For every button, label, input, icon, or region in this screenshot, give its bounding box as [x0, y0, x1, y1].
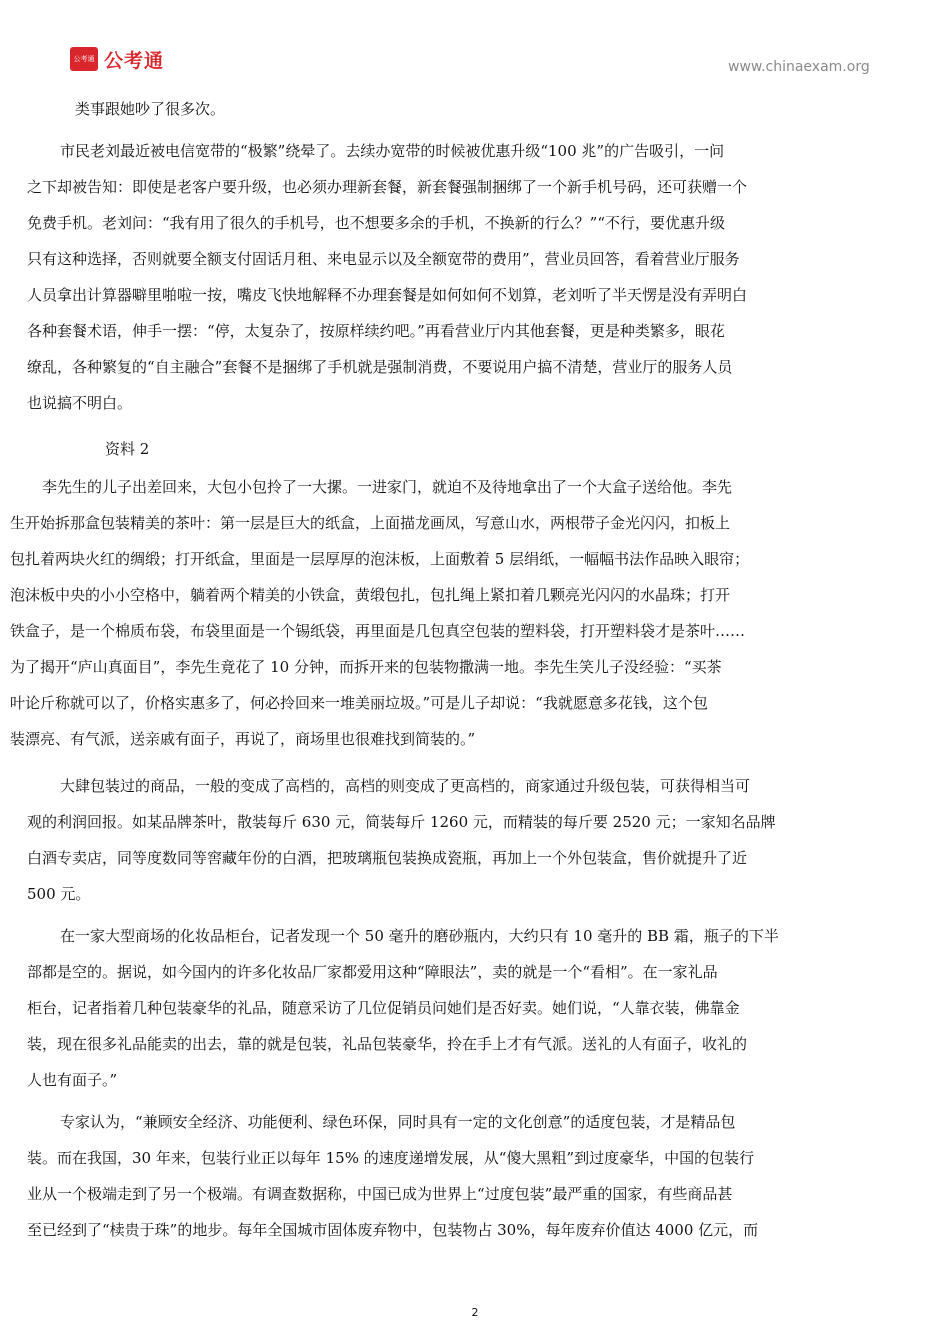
text-line: 缭乱，各种繁复的“自主融合”套餐不是捆绑了手机就是强制消费，不要说用户搞不清楚，营业厅的服务人员 — [27, 358, 733, 376]
text-line: 柜台，记者指着几种包装豪华的礼品，随意采访了几位促销员问她们是否好卖。她们说，“人靠衣装，佛靠金 — [27, 999, 740, 1017]
text-line: 类事跟她吵了很多次。 — [75, 100, 226, 118]
text-line: 之下却被告知：即使是老客户要升级，也必须办理新套餐，新套餐强制捆绑了一个新手机号码，还可获赠一个 — [27, 178, 748, 196]
text-line: 铁盒子，是一个棉质布袋，布袋里面是一个锡纸袋，再里面是几包真空包装的塑料袋，打开塑料袋才是茶叶…… — [10, 622, 746, 640]
logo — [70, 45, 164, 73]
section-heading: 资料 2 — [105, 440, 150, 458]
text-line: 专家认为，“兼顾安全经济、功能便利、绿色环保，同时具有一定的文化创意”的适度包装，才是精品包 — [60, 1113, 736, 1131]
text-line: 为了揭开“庐山真面目”，李先生竟花了 10 分钟，而拆开来的包装物撒满一地。李先生笑儿子没经验：“买茶 — [10, 658, 722, 676]
text-line: 市民老刘最近被电信宽带的“极繁”绕晕了。去续办宽带的时候被优惠升级“100 兆”的广告吸引，一问 — [60, 142, 725, 160]
text-line: 人也有面子。” — [27, 1071, 118, 1089]
text-line: 免费手机。老刘问：“我有用了很久的手机号，也不想要多余的手机，不换新的行么？”“不行，要优惠升级 — [27, 214, 726, 232]
logo-text: 公考通 — [104, 49, 165, 72]
text-line: 大肆包装过的商品，一般的变成了高档的，高档的则变成了更高档的，商家通过升级包装，可获得相当可 — [60, 777, 751, 795]
text-line: 泡沫板中央的小小空格中，躺着两个精美的小铁盒，黄缎包扎，包扎绳上紧扣着几颗亮光闪闪的水晶珠；打开 — [10, 586, 731, 604]
logo-mark: 公考通 — [70, 47, 98, 71]
text-line: 装漂亮、有气派，送亲戚有面子，再说了，商场里也很难找到简装的。” — [10, 730, 476, 748]
text-line: 装。而在我国，30 年来，包装行业正以每年 15% 的速度递增发展，从“傻大黑粗”到过度豪华，中国的包装行 — [27, 1149, 755, 1167]
text-line: 500 元。 — [27, 885, 91, 903]
text-line: 业从一个极端走到了另一个极端。有调查数据称，中国已成为世界上“过度包装”最严重的国家，有些商品甚 — [27, 1185, 733, 1203]
text-line: 只有这种选择，否则就要全额支付固话月租、来电显示以及全额宽带的费用”，营业员回答，看着营业厅服务 — [27, 250, 740, 268]
text-line: 部都是空的。据说，如今国内的许多化妆品厂家都爱用这种“障眼法”，卖的就是一个“看相”。在一家礼品 — [27, 963, 718, 981]
text-line: 李先生的儿子出差回来，大包小包拎了一大摞。一进家门，就迫不及待地拿出了一个大盒子送给他。李先 — [42, 478, 733, 496]
text-line: 至已经到了“椟贵于珠”的地步。每年全国城市固体废弃物中，包装物占 30%，每年废弃价值达 4000 亿元，而 — [27, 1221, 759, 1239]
text-line: 叶论斤称就可以了，价格实惠多了，何必拎回来一堆美丽垃圾。”可是儿子却说：“我就愿意多花钱，这个包 — [10, 694, 708, 712]
page-header — [0, 0, 950, 100]
text-line: 在一家大型商场的化妆品柜台，记者发现一个 50 毫升的磨砂瓶内，大约只有 10 毫升的 BB 霜，瓶子的下半 — [60, 927, 779, 945]
text-line: 装，现在很多礼品能卖的出去，靠的就是包装，礼品包装豪华，拎在手上才有气派。送礼的人有面子，收礼的 — [27, 1035, 748, 1053]
site-url[interactable]: www.chinaexam.org — [728, 59, 870, 75]
text-line: 观的利润回报。如某品牌茶叶，散装每斤 630 元，简装每斤 1260 元，而精装的每斤要 2520 元；一家知名品牌 — [27, 813, 776, 831]
text-line: 人员拿出计算器噼里啪啦一按，嘴皮飞快地解释不办理套餐是如何如何不划算，老刘听了半天愣是没有弄明白 — [27, 286, 748, 304]
text-line: 也说搞不明白。 — [27, 394, 133, 412]
text-line: 各种套餐术语，伸手一摆：“停，太复杂了，按原样续约吧。”再看营业厅内其他套餐，更是种类繁多，眼花 — [27, 322, 725, 340]
page-number: 2 — [471, 1306, 479, 1319]
text-line: 生开始拆那盒包装精美的茶叶：第一层是巨大的纸盒，上面描龙画凤，写意山水，两根带子金光闪闪，扣板上 — [10, 514, 731, 532]
text-line: 白酒专卖店，同等度数同等窖藏年份的白酒，把玻璃瓶包装换成瓷瓶，再加上一个外包装盒，售价就提升了近 — [27, 849, 748, 867]
text-line: 包扎着两块火红的绸缎；打开纸盒，里面是一层厚厚的泡沫板，上面敷着 5 层绢纸，一幅幅书法作品映入眼帘； — [10, 550, 750, 568]
